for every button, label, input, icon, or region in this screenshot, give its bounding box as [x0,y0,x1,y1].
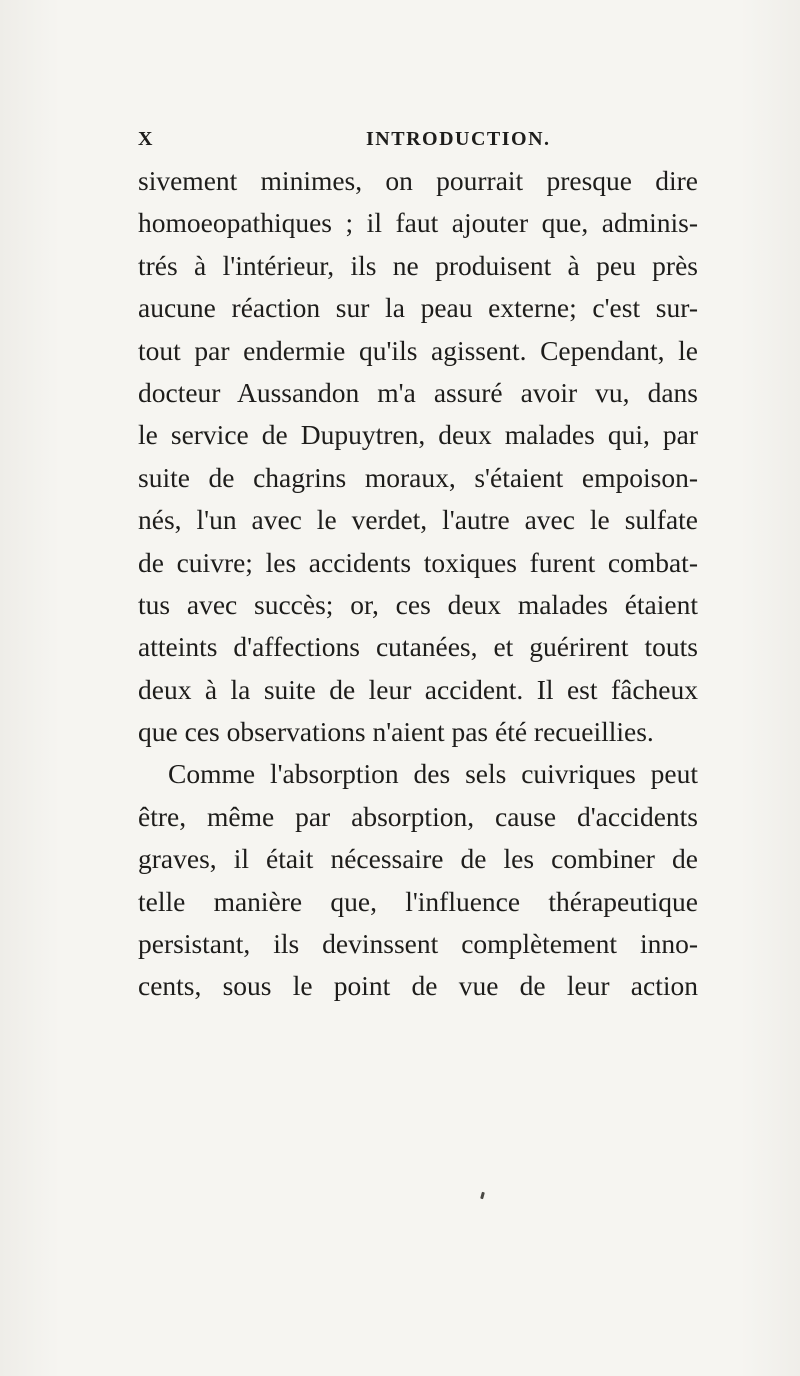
ink-speck [480,1192,485,1200]
text-line: Comme l'absorption des sels cuivriques peut [168,758,698,790]
text-line: telle manière que, l'influence thérapeutique [138,885,698,917]
running-head [138,128,698,154]
text-line: atteints d'affections cutanées, et guérirent touts [138,631,698,663]
text-line: persistant, ils devinssent complètement inno- [138,928,698,960]
text-line: cents, sous le point de vue de leur action [138,970,698,1002]
text-line: docteur Aussandon m'a assuré avoir vu, dans [138,376,698,408]
running-head-title: INTRODUCTION. [366,128,551,150]
text-line: graves, il était nécessaire de les combiner de [138,843,698,875]
text-line: tus avec succès; or, ces deux malades étaient [138,588,698,620]
text-line: tout par endermie qu'ils agissent. Cependant, le [138,334,698,366]
text-line: suite de chagrins moraux, s'étaient empoison- [138,461,698,493]
text-line: aucune réaction sur la peau externe; c'est sur- [138,292,698,324]
text-line: trés à l'intérieur, ils ne produisent à peu près [138,249,698,281]
text-line: être, même par absorption, cause d'accidents [138,800,698,832]
text-line: le service de Dupuytren, deux malades qui, par [138,419,698,451]
text-line: sivement minimes, on pourrait presque dire [138,165,698,196]
body-text [138,160,698,1008]
text-line: homoeopathiques ; il faut ajouter que, adminis- [138,207,698,239]
text-line: nés, l'un avec le verdet, l'autre avec le sulfate [138,504,698,536]
page-number: X [138,128,154,150]
text-line: deux à la suite de leur accident. Il est fâcheux [138,673,698,705]
text-line: que ces observations n'aient pas été recueillies. [138,716,654,748]
text-line: de cuivre; les accidents toxiques furent combat- [138,546,698,578]
